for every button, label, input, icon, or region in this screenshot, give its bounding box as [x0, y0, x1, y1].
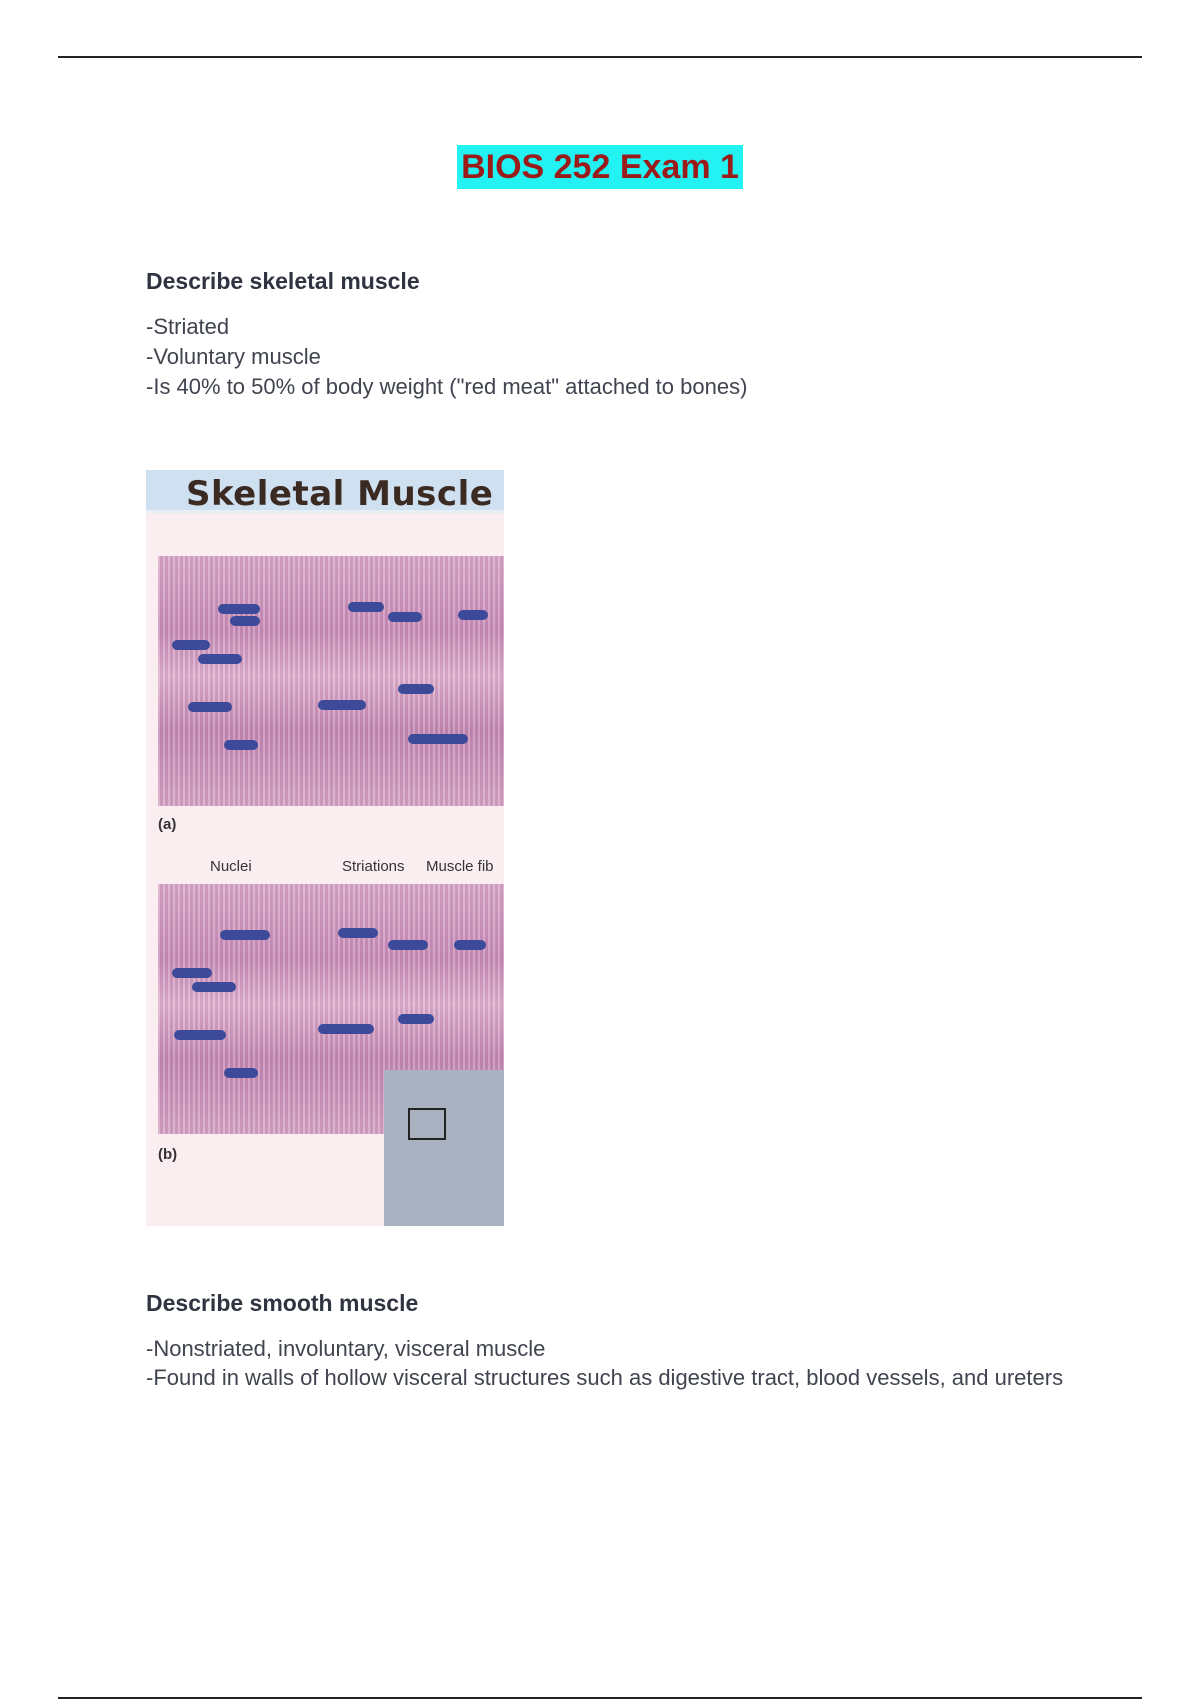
- micrograph-a: [158, 556, 504, 806]
- nucleus: [398, 1014, 434, 1024]
- page-title: BIOS 252 Exam 1: [457, 145, 743, 189]
- nucleus: [230, 616, 260, 626]
- top-rule: [58, 56, 1142, 58]
- nucleus: [224, 1068, 258, 1078]
- list-item: -Striated: [146, 314, 230, 339]
- list-item: -Is 40% to 50% of body weight ("red meat" attached to bones): [146, 374, 748, 399]
- list-item: -Found in walls of hollow visceral structures such as digestive tract, blood vessels, and ureters: [146, 1365, 1064, 1390]
- section-body-skeletal: [146, 312, 747, 402]
- callout-muscle-fiber: Muscle fib: [426, 858, 494, 875]
- figure-label-a: (a): [158, 816, 177, 833]
- figure-header: [146, 470, 504, 513]
- nucleus: [388, 940, 428, 950]
- nucleus: [172, 968, 212, 978]
- section-body-smooth: [146, 1334, 1086, 1392]
- nucleus: [348, 602, 384, 612]
- callout-striations: Striations: [342, 858, 405, 875]
- list-item: -Nonstriated, involuntary, visceral muscle: [146, 1336, 546, 1361]
- nucleus: [224, 740, 258, 750]
- leg-inset-image: [384, 1070, 504, 1226]
- nucleus: [198, 654, 242, 664]
- title-wrap: [0, 145, 1200, 189]
- nucleus: [398, 684, 434, 694]
- nucleus: [388, 612, 422, 622]
- figure-label-b: (b): [158, 1146, 178, 1163]
- list-item: -Voluntary muscle: [146, 344, 321, 369]
- callout-nuclei: Nuclei: [210, 858, 252, 875]
- nucleus: [408, 734, 468, 744]
- nucleus: [192, 982, 236, 992]
- nucleus: [458, 610, 488, 620]
- nucleus: [454, 940, 486, 950]
- nucleus: [172, 640, 210, 650]
- inset-box: [408, 1108, 446, 1140]
- nucleus: [318, 1024, 374, 1034]
- nucleus: [220, 930, 270, 940]
- bottom-rule: [58, 1697, 1142, 1699]
- nucleus: [318, 700, 366, 710]
- section-heading-skeletal: Describe skeletal muscle: [146, 268, 420, 294]
- nucleus: [174, 1030, 226, 1040]
- nucleus: [188, 702, 232, 712]
- nucleus: [338, 928, 378, 938]
- nucleus: [218, 604, 260, 614]
- section-heading-smooth: Describe smooth muscle: [146, 1290, 419, 1316]
- skeletal-muscle-figure: [146, 470, 504, 1226]
- figure-title: Skeletal Muscle: [186, 474, 494, 514]
